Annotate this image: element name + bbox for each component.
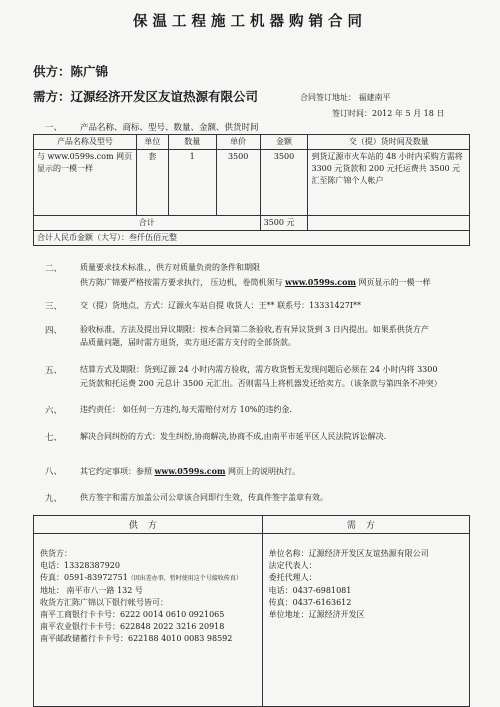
goods-table [33,134,470,246]
total-amount: 3500 元 [260,216,308,231]
seller-fax: 传真：0591-83972751 [40,573,128,583]
section-2-number: 二、 [45,264,63,274]
section-3-number: 三、 [45,302,63,312]
buyer-line: 传真：0437-6163612 [268,597,352,607]
header-product: 产品名称及型号 [34,135,137,150]
section-9-number: 九、 [45,494,63,504]
buyer-line: 法定代表人： [268,561,317,571]
seller-party: 供方：陈广锦 [33,64,109,79]
section-5-number: 五、 [45,366,63,376]
table-row [34,150,470,216]
total-empty [308,216,470,231]
section-3-text: 交（提）货地点、方式：辽源火车站自提 收货人：王** 联系号：13331427I** [80,301,361,310]
table-total-row [34,216,470,231]
header-amount: 金额 [260,135,308,150]
buyer-info [262,534,469,707]
capital-amount: 合计人民币金额（大写）：叁仟伍佰元整 [34,231,470,246]
seller-info [34,534,263,707]
section-8-text [80,465,300,478]
cell-delivery: 到货辽源市火车站的 48 小时内采购方需将 3300 元货款和 200 元托运费共 3500 元汇至陈广锦个人帐户 [308,150,470,216]
header-delivery: 交（提）货时间及数量 [308,135,470,150]
seller-fax-line [34,572,262,584]
buyer-line: 电话：0437-6981081 [268,585,352,595]
section-5-line-1: 结算方式及期限：货到辽源 24 小时内需方验收，需方收货暂无发现问题后必须在 24 小时内将 3300 [80,365,438,374]
cell-amount: 3500 [260,150,308,216]
header-unit: 单位 [136,135,168,150]
section-4-number: 四、 [45,326,63,336]
sign-date: 签订时间：2012 年 5 月 18 日 [332,109,445,118]
section-2-line-2 [80,276,431,289]
seller-heading: 供方 [34,516,263,534]
section-8-number: 八、 [45,467,63,477]
seller-line: 供货方： [40,549,72,558]
seller-line: 南平农业银行卡卡号：622848 2022 3216 20918 [40,622,225,632]
signature-table [33,515,470,707]
total-label: 合计 [34,216,261,231]
section-6-number: 六、 [45,406,63,416]
section-2-text-end: 网页显示的一模一样 [355,278,431,287]
section-2-text: 供方陈广锦要严格按需方要求执行， 压边机，卷筒机须与 [80,278,286,287]
buyer-heading: 需方 [262,516,469,534]
buyer-line: 单位名称：辽源经济开发区友谊热源有限公司 [268,549,429,558]
section-7-number: 七、 [45,433,63,443]
header-qty: 数量 [168,135,216,150]
section-6-text: 违约责任： 如任何一方违约,每天需赔付对方 10%的违约金. [80,405,292,414]
seller-line: 南平邮政储蓄行卡卡号：622188 4010 0083 98592 [40,634,233,644]
section-1-number: 一、 [45,123,63,133]
seller-line: 电话：13328387920 [40,561,120,571]
buyer-line: 委托代理人： [268,573,317,583]
cell-unit: 套 [136,150,168,216]
section-8-prefix: 其它约定事项：参照 [80,467,155,476]
section-4-line-2: 品质量问题，届时需方退货，卖方退还需方支付的全部货款。 [80,338,296,347]
section-8-suffix: 网页上的说明执行。 [225,467,300,476]
cell-qty: 1 [168,150,216,216]
buyer-party: 需方：辽源经济开发区友谊热源有限公司 [33,89,259,104]
seller-line: 地址： 南平市八一路 132 号 [40,585,143,595]
goods-table-header [34,135,470,150]
website-link-2[interactable]: www.0599s.com [154,466,226,476]
section-9-text: 供方签字和需方加盖公司公章该合同即行生效，传真件签字盖章有效。 [80,493,328,502]
header-price: 单价 [216,135,260,150]
section-1-title: 产品名称、商标、型号、数量、金额、供货时间 [80,123,259,133]
sign-place: 合同签订地址： 福建南平 [300,93,391,102]
section-5-line-2: 元货款和托运费 200 元总计 3500 元汇出。否则需马上将机器发还给卖方。（该条款与第四条不冲突） [80,379,442,388]
cell-product-name: 与 www.0599s.com 网页显示的一模一样 [34,150,137,216]
cell-price: 3500 [216,150,260,216]
seller-line: 收货方汇陈广锦以下银行帐号皆可： [40,597,168,607]
fax-note: （因出差办事，暂时使用这个号接收传真） [127,575,242,583]
website-link[interactable]: www.0599s.com [285,277,356,287]
section-4-line-1: 验收标准、方法及提出异议期限：按本合同第二条验收,若有异议货到 3 日内提出。如果系供货方产 [80,325,429,334]
section-7-text: 解决合同纠纷的方式：发生纠纷,协商解决,协商不成,由南平市延平区人民法院诉讼解决. [80,432,387,441]
buyer-line: 单位地址：辽源经济开发区 [268,609,365,619]
table-capital-row [34,231,470,246]
contract-title: 保温工程施工机器购销合同 [133,13,367,30]
seller-line: 南平工商银行卡卡号：6222 0014 0610 0921065 [40,609,225,619]
section-2-line-1: 质量要求技术标准、，供方对质量负责的条件和期限 [80,263,260,272]
